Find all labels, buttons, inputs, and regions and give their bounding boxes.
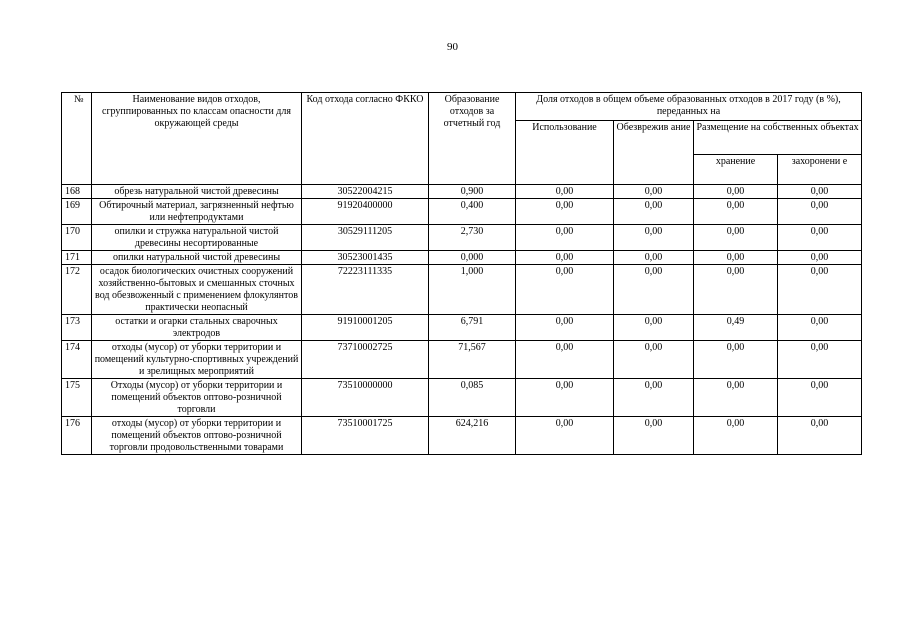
- table-row: [62, 315, 862, 341]
- row-code: 91920400000: [302, 199, 429, 225]
- row-num: 168: [62, 185, 92, 199]
- row-code: 91910001205: [302, 315, 429, 341]
- row-code: 30522004215: [302, 185, 429, 199]
- row-burial: 0,00: [778, 341, 862, 379]
- row-formed: 71,567: [429, 341, 516, 379]
- table-row: [62, 341, 862, 379]
- row-code: 73510000000: [302, 379, 429, 417]
- waste-table: [61, 92, 862, 455]
- row-num: 174: [62, 341, 92, 379]
- row-name: осадок биологических очистных сооружений хозяйственно-бытовых и смешанных сточных вод обезвоженный с применением флокулянтов практически неопасный: [92, 265, 302, 315]
- row-name: остатки и огарки стальных сварочных электродов: [92, 315, 302, 341]
- row-use: 0,00: [516, 315, 614, 341]
- row-use: 0,00: [516, 225, 614, 251]
- row-neutral: 0,00: [614, 185, 694, 199]
- row-num: 176: [62, 417, 92, 455]
- row-storage: 0,00: [694, 265, 778, 315]
- row-burial: 0,00: [778, 251, 862, 265]
- header-num: №: [62, 93, 92, 185]
- row-burial: 0,00: [778, 199, 862, 225]
- row-storage: 0,00: [694, 199, 778, 225]
- row-name: опилки и стружка натуральной чистой древесины несортированные: [92, 225, 302, 251]
- row-burial: 0,00: [778, 379, 862, 417]
- row-num: 169: [62, 199, 92, 225]
- row-neutral: 0,00: [614, 225, 694, 251]
- row-name: опилки натуральной чистой древесины: [92, 251, 302, 265]
- table-row: [62, 199, 862, 225]
- row-neutral: 0,00: [614, 379, 694, 417]
- header-placement: Размещение на собственных объектах: [694, 121, 862, 155]
- row-formed: 0,000: [429, 251, 516, 265]
- header-storage: хранение: [694, 155, 778, 185]
- row-formed: 0,400: [429, 199, 516, 225]
- row-use: 0,00: [516, 417, 614, 455]
- row-formed: 0,900: [429, 185, 516, 199]
- row-name: обрезь натуральной чистой древесины: [92, 185, 302, 199]
- row-use: 0,00: [516, 379, 614, 417]
- table-row: [62, 379, 862, 417]
- row-num: 173: [62, 315, 92, 341]
- row-num: 170: [62, 225, 92, 251]
- row-formed: 624,216: [429, 417, 516, 455]
- row-burial: 0,00: [778, 315, 862, 341]
- row-burial: 0,00: [778, 225, 862, 251]
- row-burial: 0,00: [778, 417, 862, 455]
- table-row: [62, 251, 862, 265]
- row-neutral: 0,00: [614, 341, 694, 379]
- row-use: 0,00: [516, 341, 614, 379]
- header-neutral: Обезврежив ание: [614, 121, 694, 185]
- row-storage: 0,49: [694, 315, 778, 341]
- row-formed: 2,730: [429, 225, 516, 251]
- row-storage: 0,00: [694, 185, 778, 199]
- row-storage: 0,00: [694, 225, 778, 251]
- row-name: отходы (мусор) от уборки территории и помещений объектов оптово-розничной торговли продовольственными товарами: [92, 417, 302, 455]
- row-storage: 0,00: [694, 379, 778, 417]
- row-use: 0,00: [516, 265, 614, 315]
- table-row: [62, 185, 862, 199]
- header-share: Доля отходов в общем объеме образованных отходов в 2017 году (в %), переданных на: [516, 93, 862, 121]
- table-row: [62, 417, 862, 455]
- row-code: 73510001725: [302, 417, 429, 455]
- table-row: [62, 225, 862, 251]
- header-burial: захоронени е: [778, 155, 862, 185]
- row-neutral: 0,00: [614, 199, 694, 225]
- row-neutral: 0,00: [614, 417, 694, 455]
- row-code: 73710002725: [302, 341, 429, 379]
- row-num: 175: [62, 379, 92, 417]
- row-burial: 0,00: [778, 185, 862, 199]
- header-name: Наименование видов отходов, сгруппированных по классам опасности для окружающей среды: [92, 93, 302, 185]
- row-formed: 6,791: [429, 315, 516, 341]
- row-name: Отходы (мусор) от уборки территории и помещений объектов оптово-розничной торговли: [92, 379, 302, 417]
- row-storage: 0,00: [694, 341, 778, 379]
- row-code: 72223111335: [302, 265, 429, 315]
- row-name: Обтирочный материал, загрязненный нефтью или нефтепродуктами: [92, 199, 302, 225]
- row-use: 0,00: [516, 185, 614, 199]
- row-neutral: 0,00: [614, 265, 694, 315]
- row-formed: 0,085: [429, 379, 516, 417]
- header-formed: Образование отходов за отчетный год: [429, 93, 516, 185]
- page-number: 90: [447, 41, 458, 53]
- row-storage: 0,00: [694, 251, 778, 265]
- row-storage: 0,00: [694, 417, 778, 455]
- row-code: 30529111205: [302, 225, 429, 251]
- row-num: 172: [62, 265, 92, 315]
- row-formed: 1,000: [429, 265, 516, 315]
- header-code: Код отхода согласно ФККО: [302, 93, 429, 185]
- row-burial: 0,00: [778, 265, 862, 315]
- table-row: [62, 265, 862, 315]
- header-use: Использование: [516, 121, 614, 185]
- row-code: 30523001435: [302, 251, 429, 265]
- row-use: 0,00: [516, 251, 614, 265]
- row-use: 0,00: [516, 199, 614, 225]
- row-num: 171: [62, 251, 92, 265]
- row-neutral: 0,00: [614, 251, 694, 265]
- row-name: отходы (мусор) от уборки территории и помещений культурно-спортивных учреждений и зрелищных мероприятий: [92, 341, 302, 379]
- row-neutral: 0,00: [614, 315, 694, 341]
